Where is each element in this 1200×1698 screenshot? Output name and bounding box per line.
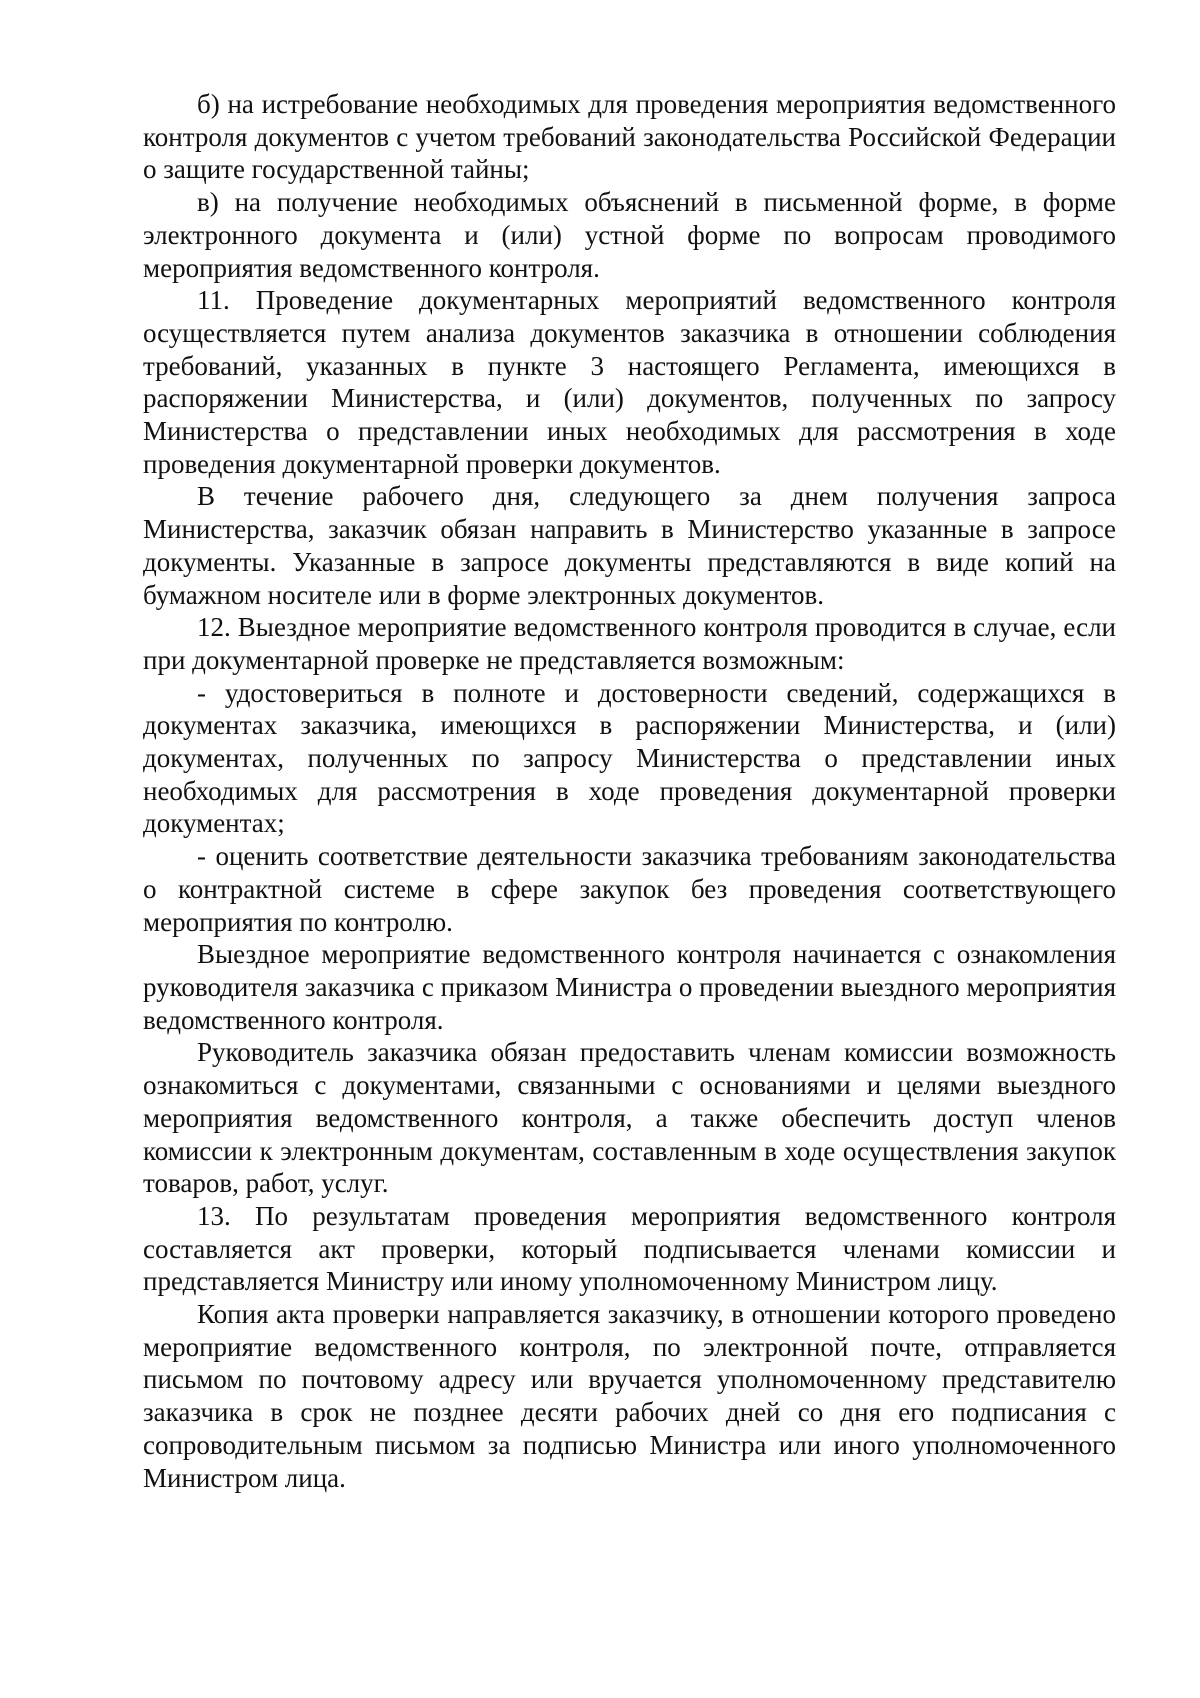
paragraph-b: б) на истребование необходимых для проведения мероприятия ведомственного контроля документов с учетом требований законодательства Российской Федерации о защите государственной тайны; bbox=[143, 89, 1116, 185]
paragraph-13: 13. По результатам проведения мероприятия ведомственного контроля составляется акт проверки, который подписывается членами комиссии и представляется Министру или иному уполномоченному Министром лицу. bbox=[143, 1200, 1116, 1297]
paragraph-11: 11. Проведение документарных мероприятий ведомственного контроля осуществляется путем анализа документов заказчика в отношении соблюдения требований, указанных в пункте 3 настоящего Регламента, имеющихся в распоряжении Министерства, и (или) документов, полученных по запросу Министерства о представлении иных необходимых для рассмотрения в ходе проведения документарной проверки документов. bbox=[143, 285, 1116, 479]
paragraph-12-item-2: - оценить соответствие деятельности заказчика требованиям законодательства о контрактной системе в сфере закупок без проведения соответствующего мероприятия по контролю. bbox=[143, 841, 1116, 937]
paragraph-12: 12. Выездное мероприятие ведомственного контроля проводится в случае, если при документарной проверке не представляется возможным: bbox=[143, 612, 1116, 675]
paragraph-12-item-1: - удостовериться в полноте и достоверности сведений, содержащихся в документах заказчика, имеющихся в распоряжении Министерства, и (или) документах, полученных по запросу Министерства о представлении иных необходимых для рассмотрения в ходе проведения документарной проверки документах; bbox=[143, 677, 1116, 839]
paragraph-onsite-start: Выездное мероприятие ведомственного контроля начинается с ознакомления руководителя заказчика с приказом Министра о проведении выездного мероприятия ведомственного контроля. bbox=[143, 939, 1116, 1035]
document-body bbox=[143, 88, 1116, 1494]
paragraph-request-deadline: В течение рабочего дня, следующего за днем получения запроса Министерства, заказчик обязан направить в Министерство указанные в запросе документы. Указанные в запросе документы представляются в виде копий на бумажном носителе или в форме электронных документов. bbox=[143, 481, 1116, 610]
paragraph-v: в) на получение необходимых объяснений в письменной форме, в форме электронного документа и (или) устной форме по вопросам проводимого мероприятия ведомственного контроля. bbox=[143, 187, 1116, 283]
paragraph-act-copy: Копия акта проверки направляется заказчику, в отношении которого проведено мероприятие ведомственного контроля, по электронной почте, отправляется письмом по почтовому адресу или вручается уполномоченному представителю заказчика в срок не позднее десяти рабочих дней со дня его подписания с сопроводительным письмом за подписью Министра или иного уполномоченного Министром лица. bbox=[143, 1299, 1116, 1493]
paragraph-head-obligation: Руководитель заказчика обязан предоставить членам комиссии возможность ознакомиться с документами, связанными с основаниями и целями выездного мероприятия ведомственного контроля, а также обеспечить доступ членов комиссии к электронным документам, составленным в ходе осуществления закупок товаров, работ, услуг. bbox=[143, 1037, 1116, 1199]
